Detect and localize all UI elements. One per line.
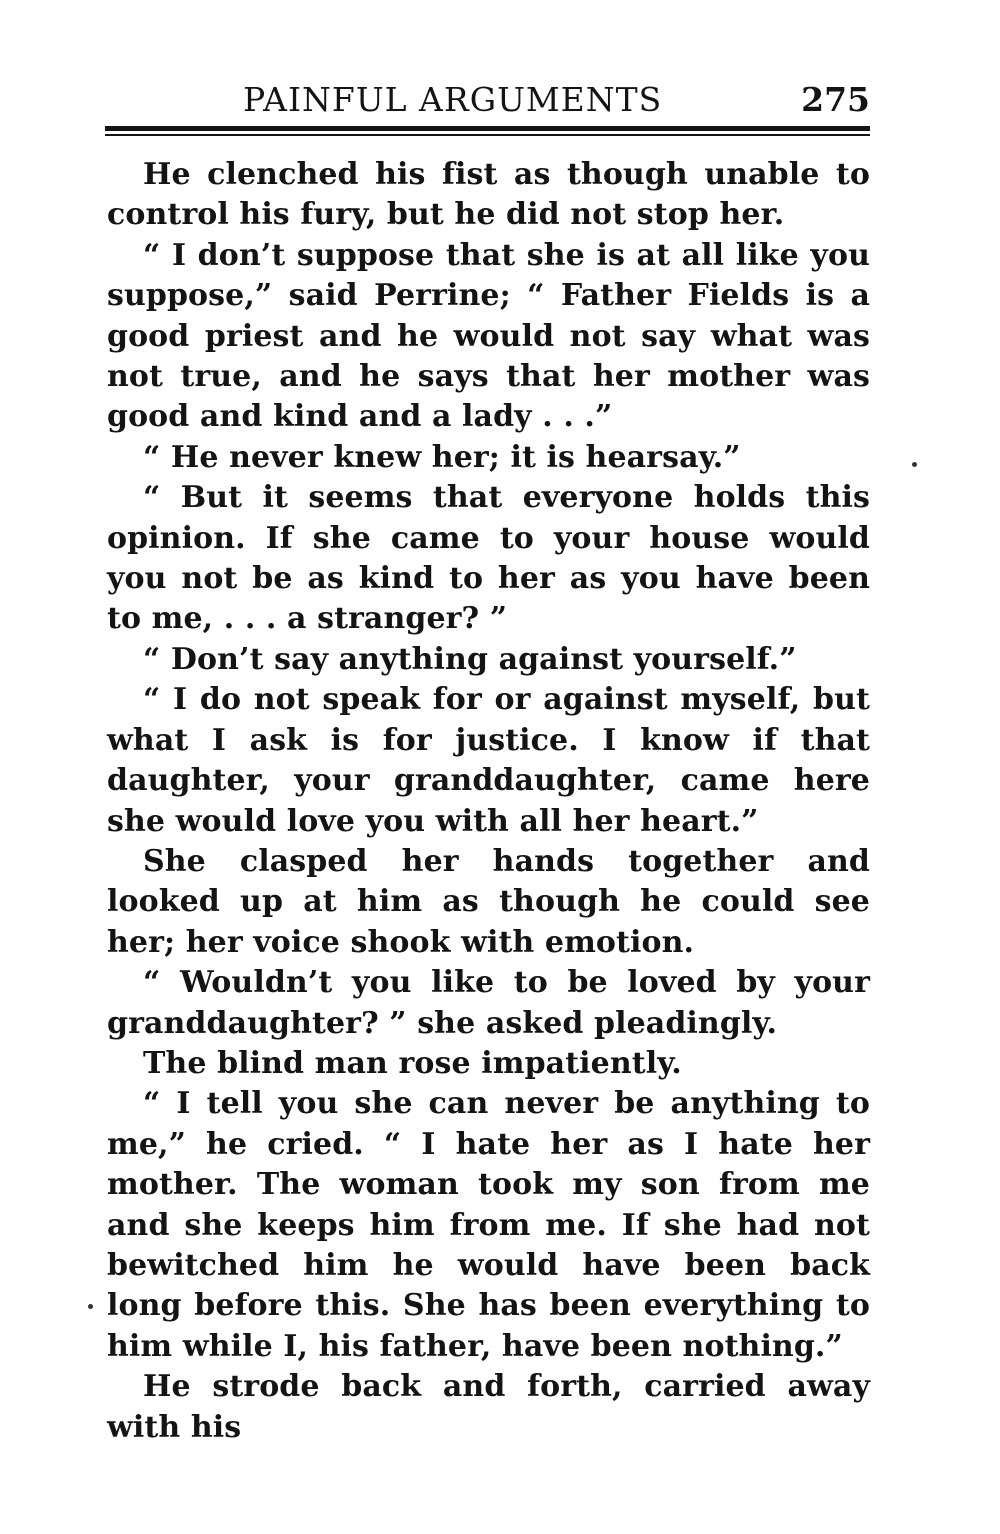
paragraph: “ Don’t say anything against yourself.”: [143, 641, 797, 677]
paragraph: “ I do not speak for or against myself, but what I ask is for justice. I know if that daughter, your granddaughter, came here she would love you with all her heart.”: [107, 682, 870, 839]
paragraph: He strode back and forth, carried away with his: [107, 1369, 870, 1445]
paragraph: “ But it seems that everyone holds this opinion. If she came to your house would you not be as kind to her as you have been to me, . . . a stranger? ”: [107, 480, 870, 637]
body-text: [107, 155, 870, 1448]
paragraph: She clasped her hands together and looked up at him as though he could see her; her voice shook with emotion.: [107, 843, 870, 960]
paragraph: The blind man rose impatiently.: [143, 1045, 682, 1081]
running-title: PAINFUL ARGUMENTS: [243, 80, 663, 119]
paragraph: “ Wouldn’t you like to be loved by your granddaughter? ” she asked pleadingly.: [107, 965, 870, 1041]
paragraph: “ He never knew her; it is hearsay.”: [143, 439, 741, 475]
paragraph: “ I tell you she can never be anything to me,” he cried. “ I hate her as I hate her mother. The woman took my son from me and she keeps him from me. If she had not bewitched him he would have been back long before this. She has been everything to him while I, his father, have been nothing.”: [107, 1086, 870, 1364]
paragraph: “ I don’t suppose that she is at all like you suppose,” said Perrine; “ Father Fields is a good priest and he would not say what was not true, and he says that her mother was good and kind and a lady . . .”: [107, 237, 870, 435]
header-rule-thick: [105, 126, 870, 131]
scan-speck: [88, 1304, 93, 1309]
paragraph: He clenched his fist as though unable to control his fury, but he did not stop her.: [107, 157, 870, 233]
scan-speck: [912, 462, 917, 467]
header-rule-thin: [105, 134, 870, 136]
page-header: [105, 78, 870, 122]
page-number: 275: [801, 80, 870, 119]
